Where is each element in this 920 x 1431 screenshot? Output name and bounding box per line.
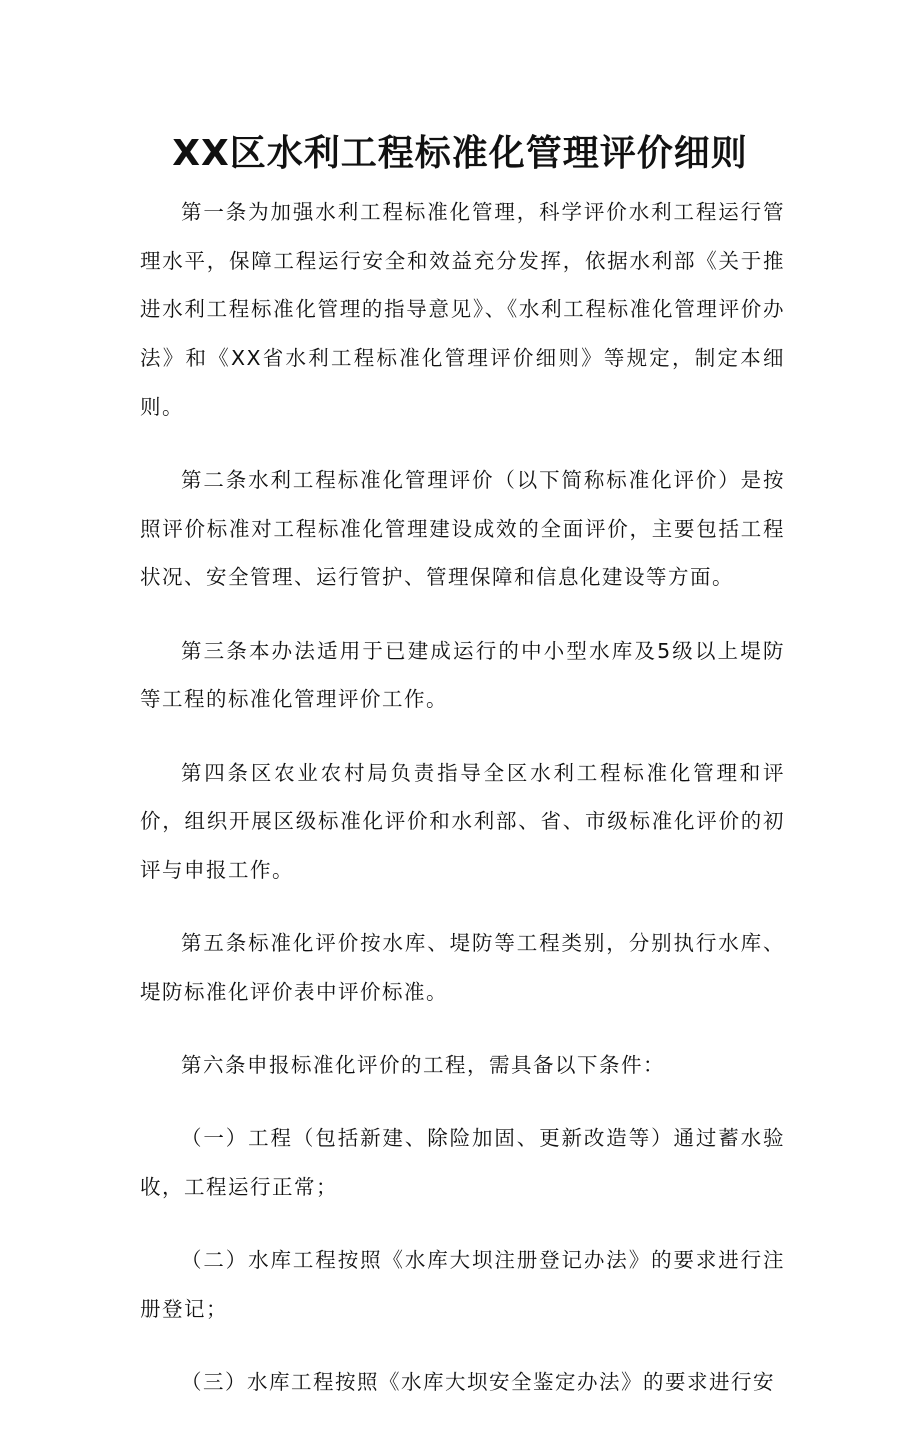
document-title: XX区水利工程标准化管理评价细则 [172, 133, 748, 174]
paragraph-article-1: 第一条为加强水利工程标准化管理，科学评价水利工程运行管理水平，保障工程运行安全和效益充分发挥，依据水利部《关于推进水利工程标准化管理的指导意见》、《水利工程标准化管理评价办法》和《XX省水利工程标准化管理评价细则》等规定，制定本细则。 [140, 200, 785, 419]
paragraph-article-2: 第二条水利工程标准化管理评价（以下简称标准化评价）是按照评价标准对工程标准化管理建设成效的全面评价，主要包括工程状况、安全管理、运行管护、管理保障和信息化建设等方面。 [140, 468, 785, 590]
paragraph-condition-3: （三）水库工程按照《水库大坝安全鉴定办法》的要求进行安 [181, 1370, 775, 1395]
paragraph-article-4: 第四条区农业农村局负责指导全区水利工程标准化管理和评价，组织开展区级标准化评价和水利部、省、市级标准化评价的初评与申报工作。 [140, 760, 785, 882]
paragraph-condition-2: （二）水库工程按照《水库大坝注册登记办法》的要求进行注册登记； [140, 1248, 785, 1321]
paragraph-article-3: 第三条本办法适用于已建成运行的中小型水库及5级以上堤防等工程的标准化管理评价工作。 [140, 638, 785, 712]
document-body [140, 188, 785, 1431]
paragraph-condition-1: （一）工程（包括新建、除险加固、更新改造等）通过蓄水验收，工程运行正常； [140, 1126, 785, 1199]
paragraph-article-5: 第五条标准化评价按水库、堤防等工程类别，分别执行水库、堤防标准化评价表中评价标准。 [140, 931, 785, 1004]
paragraph-article-6: 第六条申报标准化评价的工程，需具备以下条件： [181, 1053, 665, 1078]
